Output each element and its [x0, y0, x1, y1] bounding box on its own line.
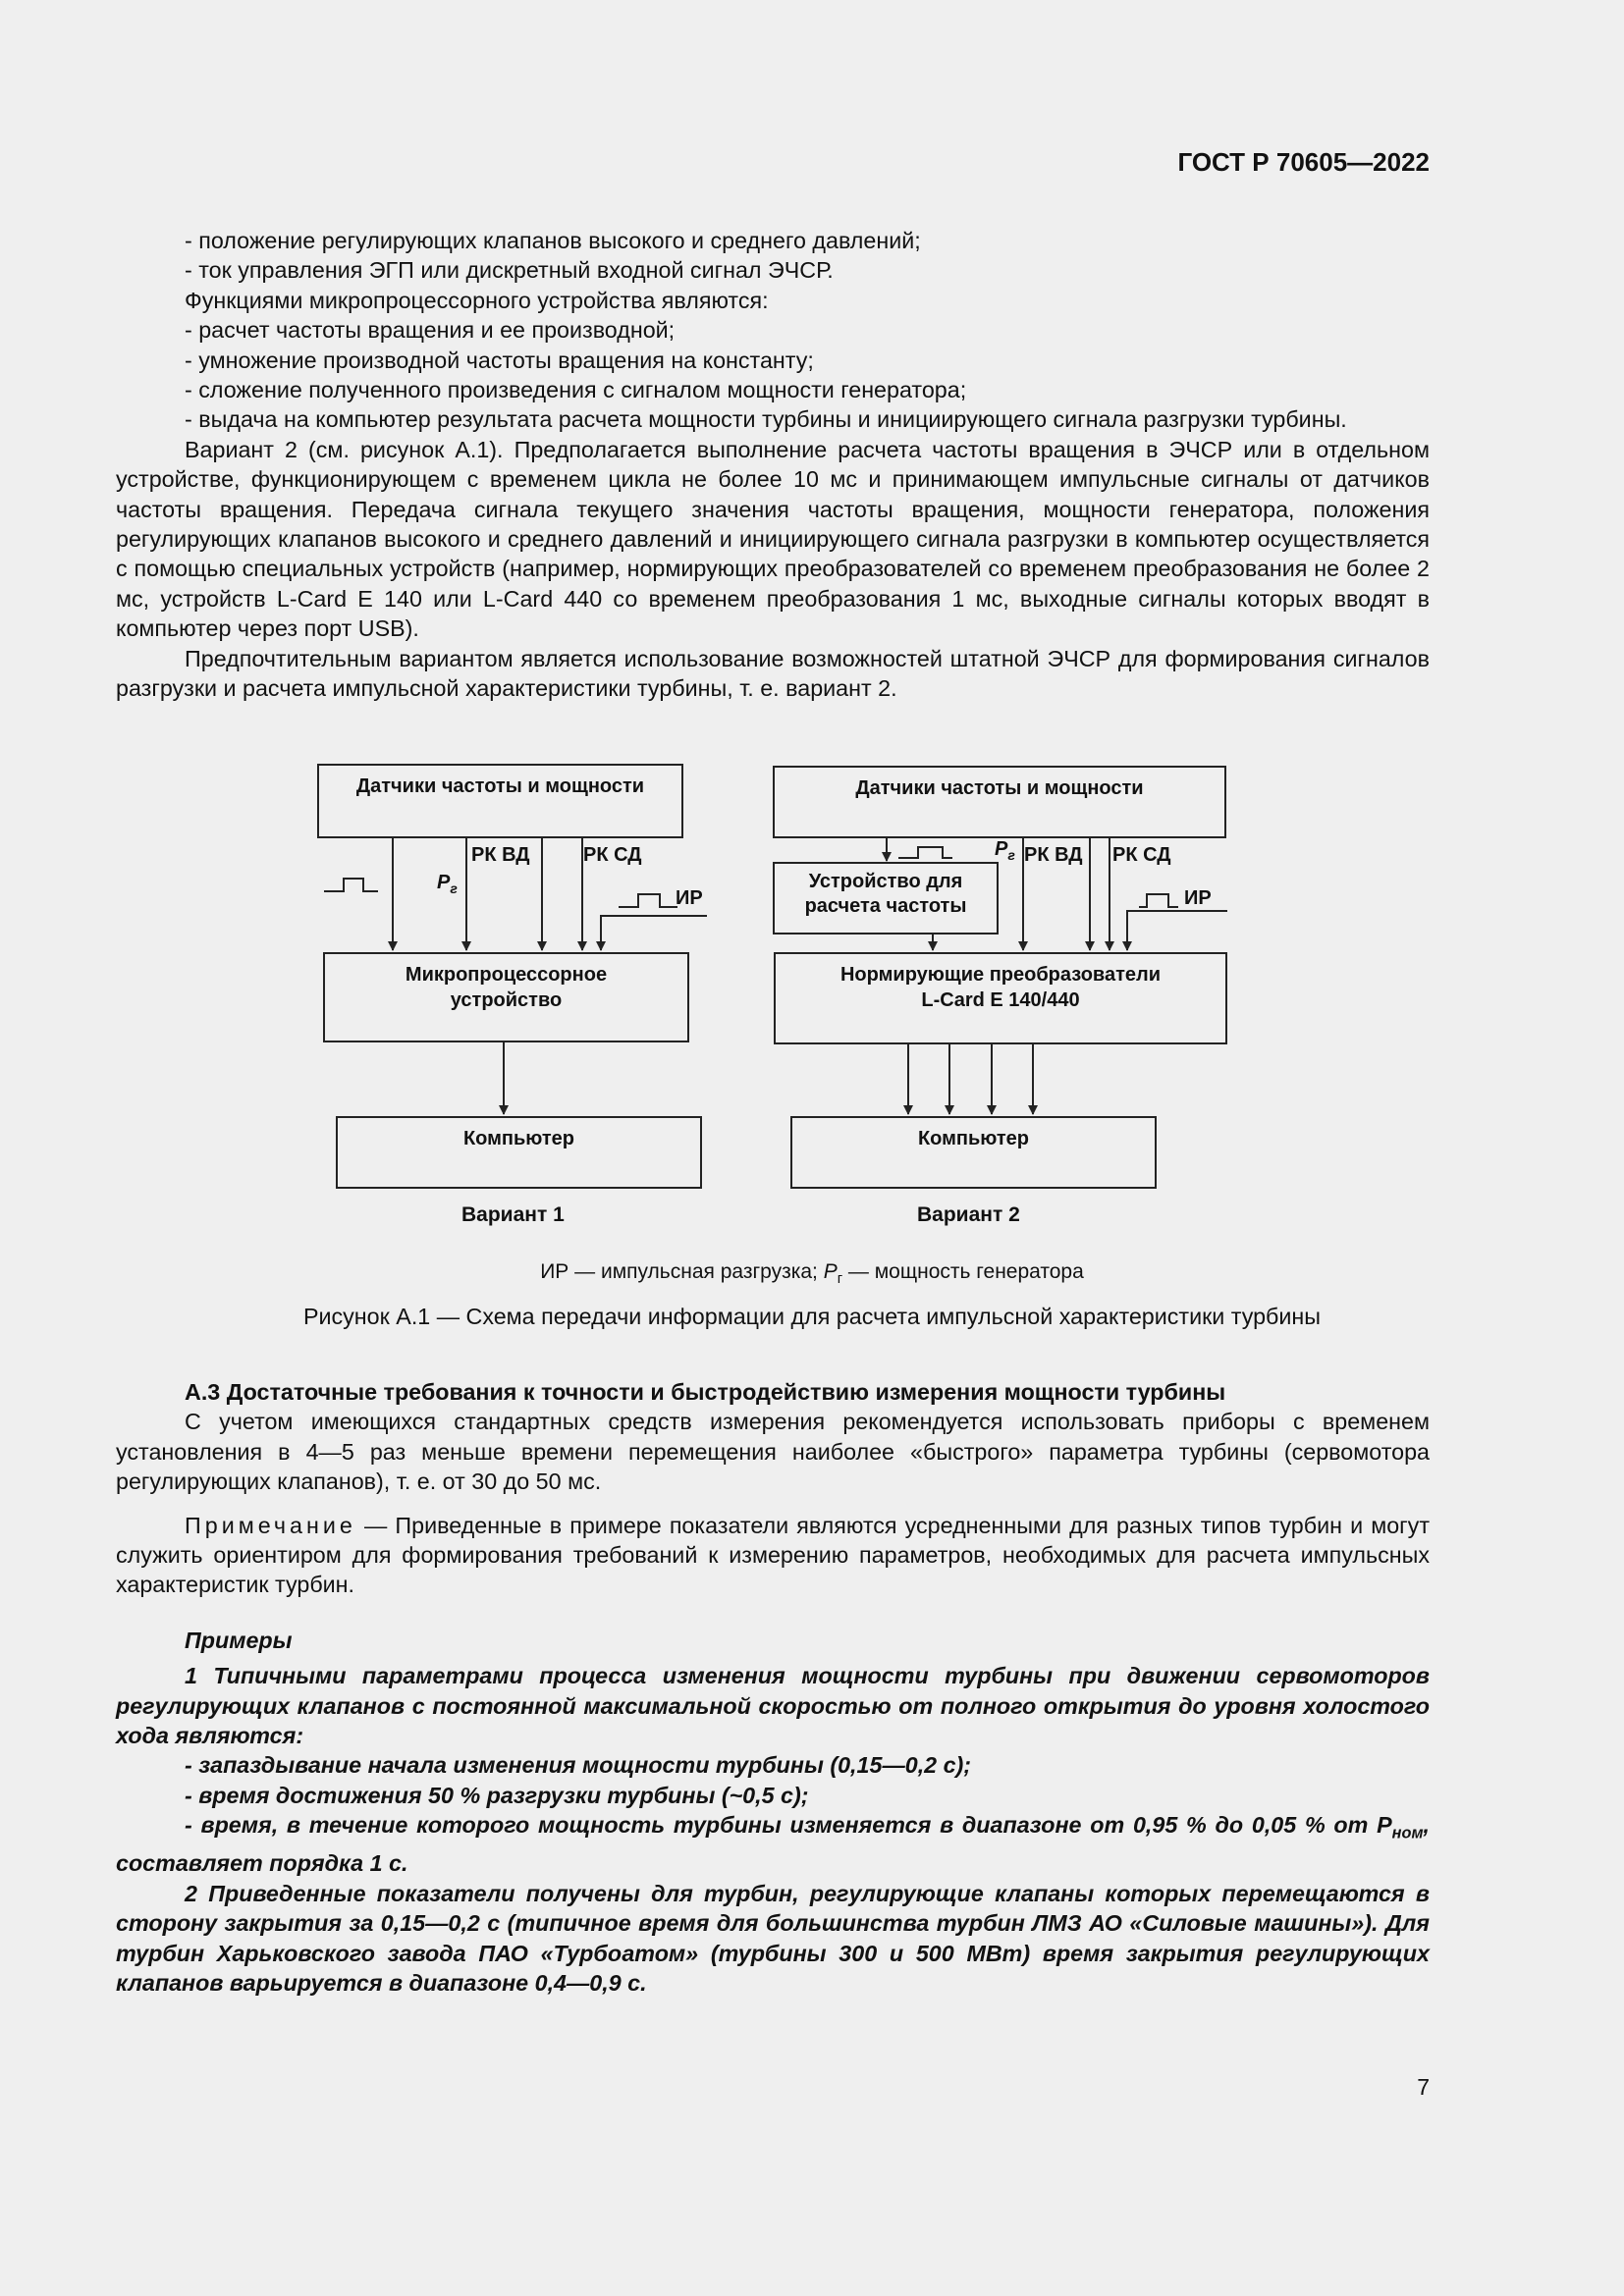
- paragraph: Функциями микропроцессорного устройства являются:: [185, 287, 769, 313]
- figure-caption: Рисунок А.1 — Схема передачи информации для расчета импульсной характеристики турбины: [302, 1304, 1322, 1329]
- arrow: [1127, 911, 1227, 950]
- arrow: [601, 916, 707, 950]
- document-code: ГОСТ Р 70605—2022: [1177, 147, 1430, 177]
- paragraph: Вариант 2 (см. рисунок А.1). Предполагается выполнение расчета частоты вращения в ЭЧСР или в отдельном устройстве, функционирующем с временем цикла не более 10 мс и принимающем импульсные сигналы от датчиков частоты вращения. Передача сигнала текущего значения частоты вращения, мощности генератора, положения регулирующих клапанов высокого и среднего давлений и инициирующего сигнала разгрузки в компьютер осуществляется с помощью специальных устройств (например, нормирующих преобразователей со временем преобразования не более 2 мс, устройств L-Card Е 140 или L-Card 440 со временем преобразования 1 мс, выходные сигналы которых вводят в компьютер через порт USB).: [116, 436, 1430, 642]
- pg-label-v1: $P_г$: [437, 872, 458, 896]
- ir-label-v2: ИР: [1184, 887, 1212, 909]
- pulse-symbol: [619, 894, 677, 907]
- variant1-label: Вариант 1: [461, 1203, 565, 1226]
- normalizing-converters-box: Нормирующие преобразователи L-Card E 140/440: [774, 952, 1227, 1044]
- list-item: - сложение полученного произведения с сигналом мощности генератора;: [185, 377, 967, 403]
- rk-vd-label-v1: РК ВД: [471, 844, 530, 866]
- pg-label-v2: $P_г$: [995, 838, 1015, 863]
- sensors-box-v1: Датчики частоты и мощности: [317, 764, 683, 838]
- rk-sd-label-v2: РК СД: [1112, 844, 1171, 866]
- list-item: - положение регулирующих клапанов высокого и среднего давлений;: [185, 228, 921, 253]
- figure-legend: ИР — импульсная разгрузка; $P_г$ — мощность генератора: [540, 1260, 1084, 1288]
- figure-a1: [0, 756, 1624, 1276]
- computer-box-v1: Компьютер: [336, 1116, 702, 1189]
- list-item: - ток управления ЭГП или дискретный входной сигнал ЭЧСР.: [185, 257, 834, 284]
- paragraph: С учетом имеющихся стандартных средств измерения рекомендуется использовать приборы с временем установления в 4—5 раз меньше времени перемещения наиболее «быстрого» параметра турбины (сервомотора регулирующих клапанов), т. е. от 30 до 50 мс.: [116, 1409, 1430, 1495]
- list-item: - расчет частоты вращения и ее производной;: [185, 317, 676, 344]
- pulse-symbol: [324, 879, 378, 891]
- list-item: - время, в течение которого мощность турбины изменяется в диапазоне от 0,95 % до 0,05 % от $P_{ном}$, составляет порядка 1 с.: [116, 1812, 1430, 1877]
- computer-box-v2: Компьютер: [790, 1116, 1157, 1189]
- variant2-label: Вариант 2: [917, 1203, 1020, 1226]
- example-2: 2 Приведенные показатели получены для турбин, регулирующие клапаны которых перемещаются в сторону закрытия за 0,15—0,2 с (типичное время для большинства турбин ЛМЗ АО «Силовые машины»). Для турбин Харьковского завода ПАО «Турбоатом» (турбины 300 и 500 МВт) время закрытия регулирующих клапанов варьируется в диапазоне 0,4—0,9 с.: [116, 1880, 1430, 1996]
- pulse-symbol: [898, 847, 952, 858]
- example-1: 1 Типичными параметрами процесса изменения мощности турбины при движении сервомоторов регулирующих клапанов с постоянной максимальной скоростью от полного открытия до уровня холостого хода являются:: [116, 1663, 1430, 1749]
- examples-title: Примеры: [185, 1627, 293, 1653]
- section-heading: А.3 Достаточные требования к точности и быстродействию измерения мощности турбины: [185, 1379, 1226, 1405]
- ir-label-v1: ИР: [676, 887, 703, 909]
- list-item: - выдача на компьютер результата расчета мощности турбины и инициирующего сигнала разгрузки турбины.: [185, 406, 1347, 433]
- rk-sd-label-v1: РК СД: [583, 844, 642, 866]
- rk-vd-label-v2: РК ВД: [1024, 844, 1083, 866]
- page-number: 7: [1417, 2074, 1430, 2100]
- pulse-symbol: [1139, 894, 1178, 907]
- section-a3: [116, 1377, 1430, 1998]
- note: Примечание — Приведенные в примере показатели являются усредненными для разных типов турбин и могут служить ориентиром для формирования требований к измерению параметров, необходимых для расчета импульсных характеристик турбин.: [116, 1512, 1430, 1598]
- intro-text: [116, 226, 1430, 704]
- list-item: - запаздывание начала изменения мощности турбины (0,15—0,2 с);: [185, 1752, 972, 1779]
- list-item: - время достижения 50 % разгрузки турбины (~0,5 с);: [185, 1782, 809, 1808]
- list-item: - умножение производной частоты вращения на константу;: [185, 347, 814, 373]
- paragraph: Предпочтительным вариантом является использование возможностей штатной ЭЧСР для формирования сигналов разгрузки и расчета импульсной характеристики турбины, т. е. вариант 2.: [116, 645, 1430, 702]
- microprocessor-box: Микропроцессорное устройство: [323, 952, 689, 1042]
- sensors-box-v2: Датчики частоты и мощности: [773, 766, 1226, 838]
- frequency-device-box: Устройство для расчета частоты: [773, 862, 999, 934]
